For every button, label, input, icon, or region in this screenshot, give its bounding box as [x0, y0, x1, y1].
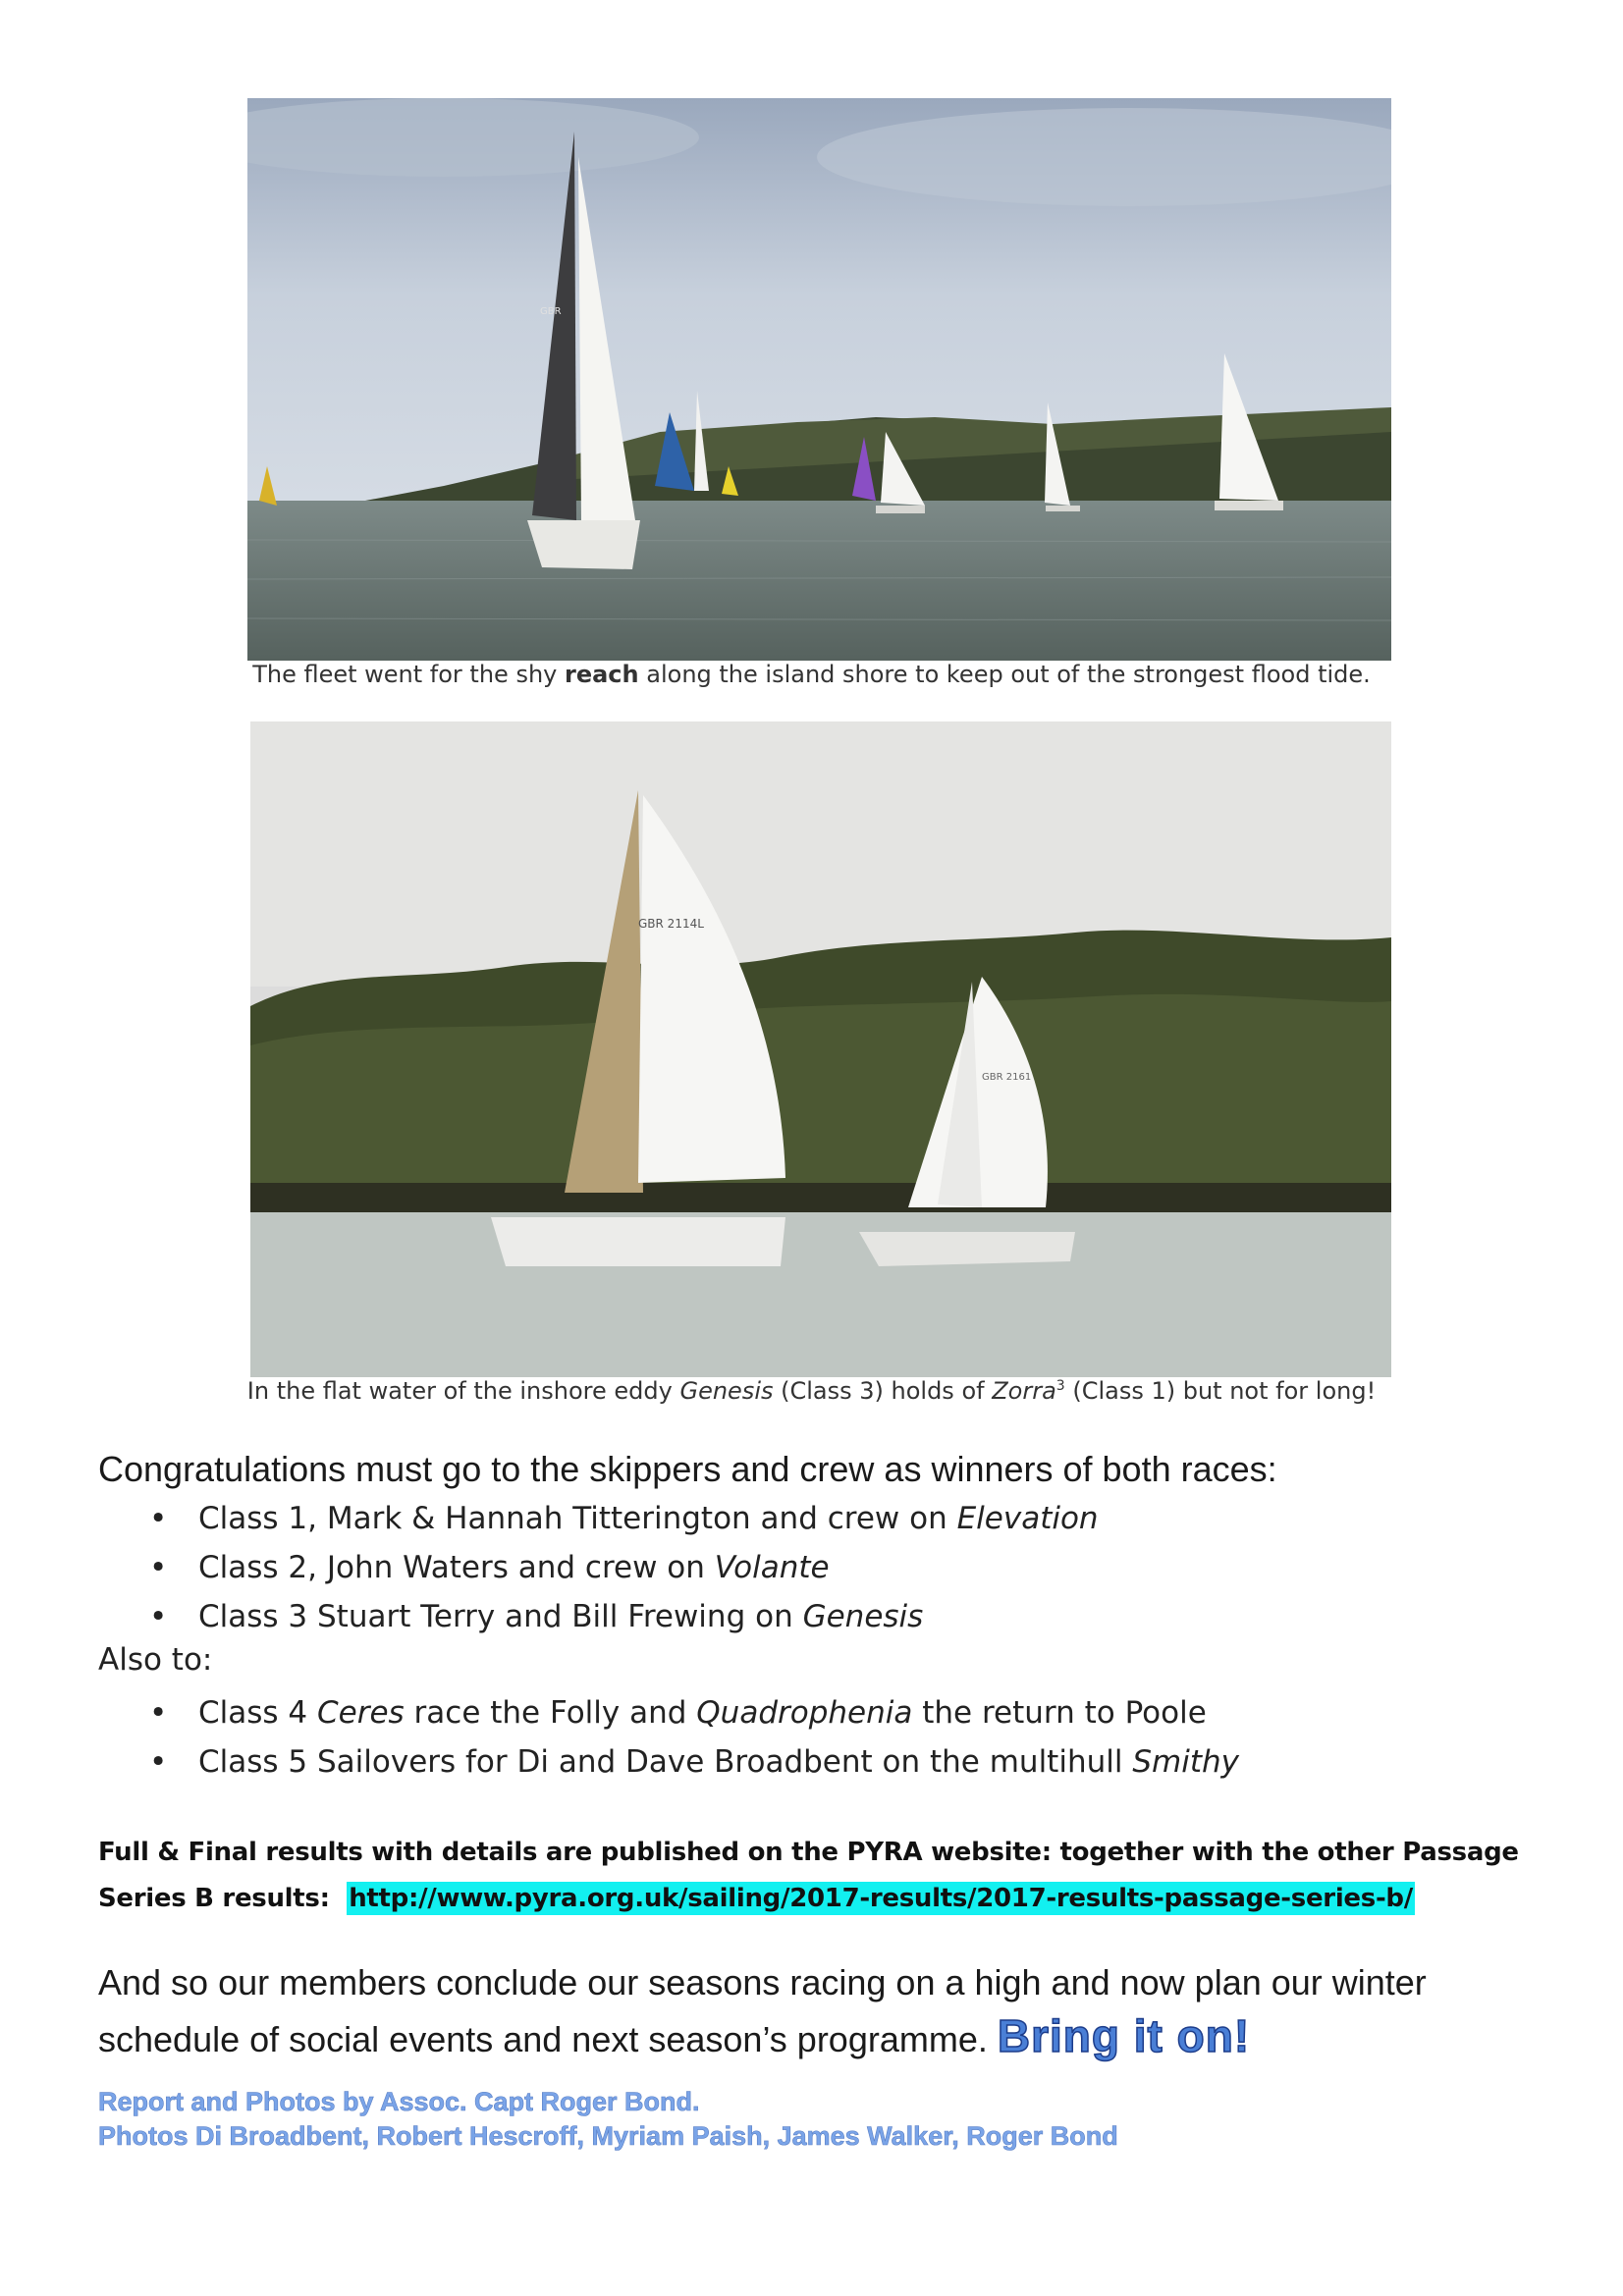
- list-item: [98, 1688, 1239, 1737]
- also-text: the return to Poole: [912, 1695, 1207, 1731]
- fleet-photo-caption: [0, 661, 1623, 688]
- caption-boat-name: Genesis: [679, 1377, 774, 1405]
- winner-text: Class 3 Stuart Terry and Bill Frewing on: [198, 1599, 803, 1634]
- fleet-photo: [247, 98, 1391, 661]
- winner-text: Class 1, Mark & Hannah Titterington and crew on: [198, 1501, 957, 1536]
- congratulations-heading: Congratulations must go to the skippers and crew as winners of both races:: [98, 1449, 1277, 1489]
- winner-boat: Genesis: [802, 1599, 924, 1634]
- credit-line: Report and Photos by Assoc. Capt Roger Bond.: [98, 2087, 700, 2116]
- caption-superscript: 3: [1055, 1378, 1065, 1394]
- bullet-icon: •: [149, 1744, 168, 1780]
- closing-text: And so our members conclude our seasons racing on a high and now plan our winter schedule of social events and next season’s programme.: [98, 1962, 1427, 2059]
- credit-line: Photos Di Broadbent, Robert Hescroff, Myriam Paish, James Walker, Roger Bond: [98, 2121, 1118, 2151]
- list-item: [98, 1592, 1099, 1641]
- results-link[interactable]: http://www.pyra.org.uk/sailing/2017-results/2017-results-passage-series-b/: [349, 1884, 1413, 1913]
- caption-boat-name: Zorra: [992, 1377, 1056, 1405]
- also-boat: Smithy: [1132, 1744, 1239, 1780]
- genesis-zorra-caption: [0, 1377, 1623, 1405]
- caption-bold: reach: [565, 661, 639, 688]
- sail-number: GBR 2114L: [638, 917, 704, 931]
- caption-text: along the island shore to keep out of the strongest flood tide.: [638, 661, 1371, 688]
- winner-text: Class 2, John Waters and crew on: [198, 1550, 715, 1585]
- also-text: race the Folly and: [404, 1695, 697, 1731]
- genesis-zorra-photo: [250, 721, 1391, 1377]
- caption-text: (Class 3) holds of: [773, 1377, 993, 1405]
- bring-it-on-wordart: Bring it on!: [997, 2010, 1251, 2061]
- bullet-icon: •: [149, 1599, 168, 1634]
- winners-list: [98, 1494, 1099, 1641]
- also-list: [98, 1688, 1239, 1787]
- caption-text: (Class 1) but not for long!: [1064, 1377, 1377, 1405]
- caption-text: In the flat water of the inshore eddy: [246, 1377, 680, 1405]
- list-item: [98, 1494, 1099, 1543]
- sail-number: GBR: [540, 306, 562, 317]
- closing-paragraph: [98, 1955, 1551, 2066]
- also-text: Class 4: [198, 1695, 317, 1731]
- winner-boat: Elevation: [956, 1501, 1099, 1536]
- also-text: Class 5 Sailovers for Di and Dave Broadbent on the multihull: [198, 1744, 1133, 1780]
- photo-credits: [98, 2085, 1118, 2154]
- results-paragraph: [98, 1830, 1532, 1922]
- list-item: [98, 1737, 1239, 1787]
- winner-boat: Volante: [714, 1550, 830, 1585]
- results-text: Full & Final results with details are published on the PYRA website: together with the other Passage Series B results:: [98, 1838, 1519, 1913]
- list-item: [98, 1543, 1099, 1592]
- bullet-icon: •: [149, 1550, 168, 1585]
- also-to-label: Also to:: [98, 1642, 213, 1678]
- caption-text: The fleet went for the shy: [252, 661, 565, 688]
- bullet-icon: •: [149, 1695, 168, 1731]
- bullet-icon: •: [149, 1501, 168, 1536]
- also-boat: Ceres: [317, 1695, 405, 1731]
- sail-number: GBR 2161: [982, 1072, 1032, 1083]
- also-boat: Quadrophenia: [696, 1695, 913, 1731]
